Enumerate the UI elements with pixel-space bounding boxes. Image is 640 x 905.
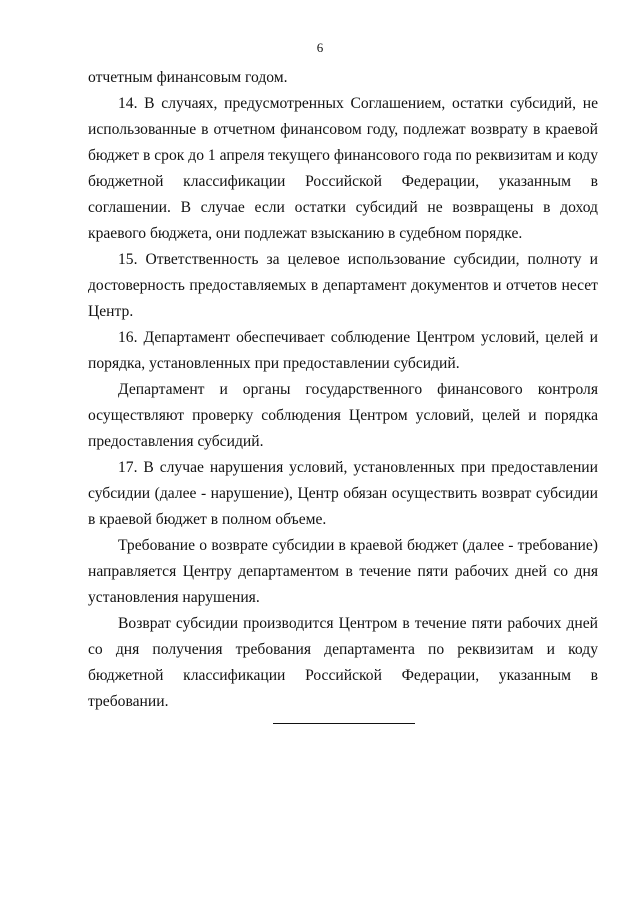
end-divider-line	[273, 723, 415, 724]
paragraph-continuation: отчетным финансовым годом.	[88, 69, 288, 86]
paragraph-17-requirement: Требование о возврате субсидии в краевой бюджет (далее - требование) направляется Центру департаментом в течение пяти рабочих дней со дня установления нарушения.	[88, 537, 598, 606]
document-body	[88, 65, 598, 715]
paragraph-15: 15. Ответственность за целевое использование субсидии, полноту и достоверность предоставляемых в департамент документов и отчетов несет Центр.	[88, 251, 598, 320]
paragraph-16: 16. Департамент обеспечивает соблюдение Центром условий, целей и порядка, установленных при предоставлении субсидий.	[88, 329, 598, 372]
paragraph-14: 14. В случаях, предусмотренных Соглашением, остатки субсидий, не использованные в отчетном финансовом году, подлежат возврату в краевой бюджет в срок до 1 апреля текущего финансового года по реквизитам и коду бюджетной классификации Российской Федерации, указанным в соглашении. В случае если остатки субсидий не возвращены в доход краевого бюджета, они подлежат взысканию в судебном порядке.	[88, 95, 598, 242]
paragraph-17-refund: Возврат субсидии производится Центром в течение пяти рабочих дней со дня получения требования департамента по реквизитам и коду бюджетной классификации Российской Федерации, указанным в требовании.	[88, 615, 598, 710]
page-number: 6	[316, 40, 324, 55]
paragraph-16-control: Департамент и органы государственного финансового контроля осуществляют проверку соблюдения Центром условий, целей и порядка предоставления субсидий.	[88, 381, 598, 450]
paragraph-17: 17. В случае нарушения условий, установленных при предоставлении субсидии (далее - нарушение), Центр обязан осуществить возврат субсидии в краевой бюджет в полном объеме.	[88, 459, 598, 528]
